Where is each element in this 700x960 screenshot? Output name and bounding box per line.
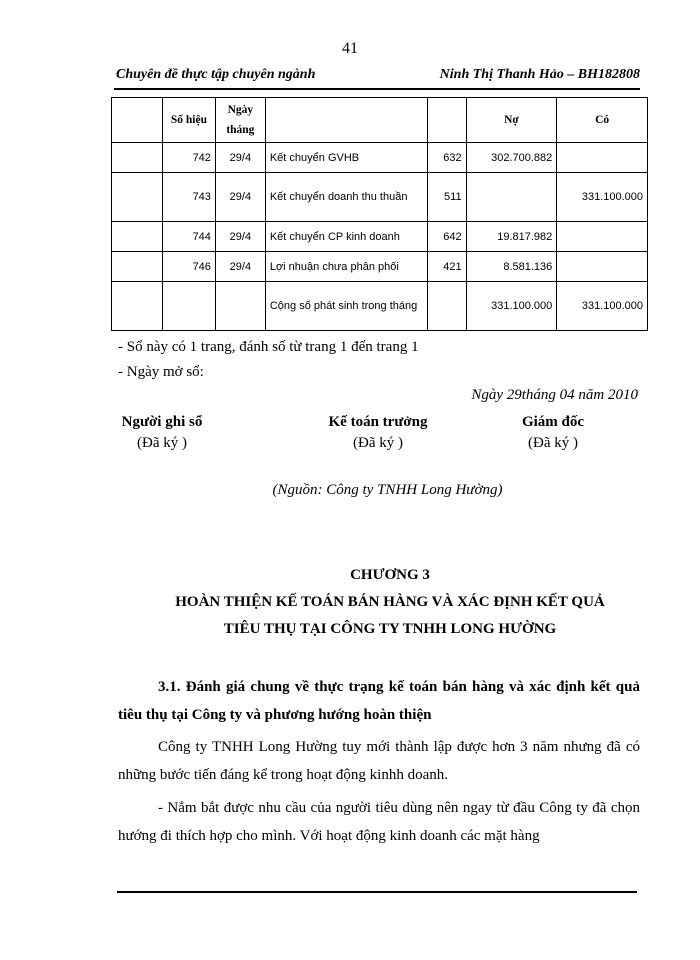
- source-note: (Nguồn: Công ty TNHH Long Hường): [272, 482, 503, 498]
- table-cell: 746: [162, 252, 215, 282]
- section-heading: 3.1. Đánh giá chung về thực trạng kế toán bán hàng và xác định kết quả tiêu thụ tại Công ty và phương hướng hoàn thiện: [118, 679, 640, 723]
- table-cell: [557, 222, 648, 252]
- table-cell: [112, 143, 163, 173]
- table-cell: 19.817.982: [466, 222, 557, 252]
- table-cell: [427, 282, 466, 331]
- header-cell: [427, 98, 466, 143]
- table-cell: Cộng số phát sinh trong tháng: [265, 282, 427, 331]
- table-cell: [112, 282, 163, 331]
- table-cell: [112, 222, 163, 252]
- table-row: [112, 222, 648, 252]
- table-cell: [162, 282, 215, 331]
- table-cell: 331.100.000: [557, 282, 648, 331]
- paragraph-1: Công ty TNHH Long Hường tuy mới thành lập được hơn 3 năm nhưng đã có những bước tiến đáng kể trong hoạt động kinhh doanh.: [118, 739, 640, 783]
- chapter-number: CHƯƠNG 3: [350, 567, 430, 583]
- footer-divider: [117, 891, 637, 893]
- signature-status: (Đã ký ): [353, 435, 403, 451]
- signature-chief-accountant: [318, 414, 438, 452]
- table-total-row: [112, 282, 648, 331]
- paragraph-2: - Nắm bắt được nhu cầu của người tiêu dùng nên ngay từ đầu Công ty đã chọn hướng đi thích hợp cho mình. Với hoạt động kinh doanh các mặt hàng: [118, 800, 640, 844]
- signature-title: Giám đốc: [521, 414, 585, 430]
- header-cell: Ngày tháng: [215, 98, 265, 143]
- ledger-table: [111, 97, 648, 331]
- table-cell: 744: [162, 222, 215, 252]
- header-cell: Nợ: [466, 98, 557, 143]
- table-row: [112, 252, 648, 282]
- signature-title: Kế toán trưởng: [328, 414, 428, 430]
- table-cell: [557, 252, 648, 282]
- table-cell: 8.581.136: [466, 252, 557, 282]
- table-cell: 511: [427, 173, 466, 222]
- header-cell: Có: [557, 98, 648, 143]
- table-cell: 331.100.000: [557, 173, 648, 222]
- page-number: 41: [342, 40, 358, 57]
- table-cell: 29/4: [215, 143, 265, 173]
- table-cell: 742: [162, 143, 215, 173]
- note-pages: - Sổ này có 1 trang, đánh số từ trang 1 đến trang 1: [118, 339, 419, 355]
- header-cell: [112, 98, 163, 143]
- table-cell: Kết chuyển doanh thu thuần: [265, 173, 427, 222]
- signature-status: (Đã ký ): [528, 435, 578, 451]
- table-cell: 743: [162, 173, 215, 222]
- header-cell: Số hiệu: [162, 98, 215, 143]
- table-header-row: [112, 98, 648, 143]
- table-cell: [557, 143, 648, 173]
- table-cell: [112, 173, 163, 222]
- table-cell: Kết chuyển CP kinh doanh: [265, 222, 427, 252]
- signature-status: (Đã ký ): [137, 435, 187, 451]
- table-cell: 642: [427, 222, 466, 252]
- signature-director: [503, 414, 603, 452]
- note-open-date: - Ngày mở sổ:: [118, 364, 204, 380]
- chapter-title-line1: HOÀN THIỆN KẾ TOÁN BÁN HÀNG VÀ XÁC ĐỊNH KẾT QUẢ: [175, 594, 605, 610]
- running-header: [114, 66, 640, 90]
- chapter-title-line2: TIÊU THỤ TẠI CÔNG TY TNHH LONG HƯỜNG: [223, 621, 557, 637]
- table-cell: 421: [427, 252, 466, 282]
- table-cell: [215, 282, 265, 331]
- header-left: Chuyên đề thực tập chuyên ngành: [116, 67, 316, 82]
- table-cell: Lợi nhuận chưa phân phối: [265, 252, 427, 282]
- table-cell: 29/4: [215, 222, 265, 252]
- header-cell: [265, 98, 427, 143]
- table-cell: [112, 252, 163, 282]
- table-cell: Kết chuyển GVHB: [265, 143, 427, 173]
- signature-recorder: [112, 414, 212, 452]
- table-cell: 29/4: [215, 173, 265, 222]
- date-line: Ngày 29tháng 04 năm 2010: [471, 387, 638, 403]
- table-cell: 302.700.882: [466, 143, 557, 173]
- table-cell: 331.100.000: [466, 282, 557, 331]
- table-cell: [466, 173, 557, 222]
- signature-title: Người ghi sổ: [121, 414, 203, 430]
- table-cell: 632: [427, 143, 466, 173]
- header-right: Ninh Thị Thanh Hảo – BH182808: [439, 67, 640, 82]
- table-row: [112, 143, 648, 173]
- table-row: [112, 173, 648, 222]
- table-cell: 29/4: [215, 252, 265, 282]
